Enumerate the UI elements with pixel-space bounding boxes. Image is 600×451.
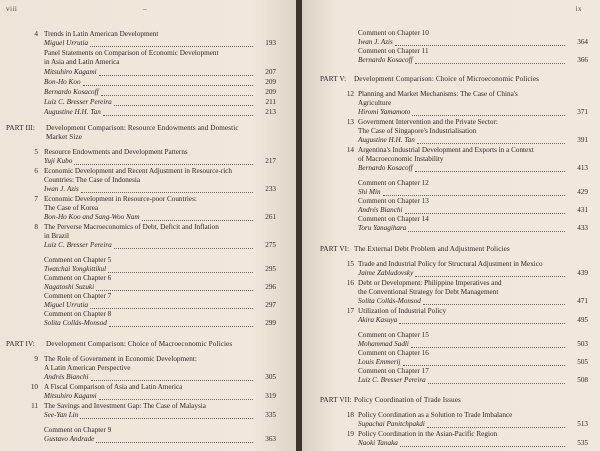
dot-leader: [90, 307, 253, 309]
chapter-number: 14: [346, 146, 354, 154]
dot-leader: [415, 170, 565, 172]
toc-author: Luiz C. Bresser Pereira: [44, 98, 112, 106]
toc-title: Trends in Latin American Development: [44, 30, 159, 38]
chapter-number: 6: [34, 167, 38, 175]
chapter-number: 9: [34, 355, 38, 363]
page-ref: 261: [265, 213, 276, 221]
dot-leader: [411, 346, 565, 348]
dot-leader: [142, 219, 253, 221]
page-ref: 275: [265, 241, 276, 249]
toc-title: Agriculture: [358, 99, 392, 107]
part-title: Development Comparison: Choice of Microeconomic Policies: [354, 75, 540, 83]
toc-title: Economic Development in Resource-poor Countries:: [44, 195, 197, 203]
page-ref: 217: [265, 157, 276, 165]
dot-leader: [412, 114, 565, 116]
page-number: viii: [6, 5, 18, 13]
toc-title: Comment on Chapter 15: [358, 331, 429, 339]
dot-leader: [400, 445, 565, 447]
page-ref: 213: [265, 108, 276, 116]
toc-title: A Fiscal Comparison of Asia and Latin America: [44, 383, 183, 391]
toc-title: Resource Endowments and Development Patterns: [44, 148, 188, 156]
left-page: [0, 0, 296, 451]
toc-title: Trade and Industrial Policy for Structural Adjustment in Mexico: [358, 260, 543, 268]
toc-author: Luiz C. Bresser Pereira: [44, 241, 112, 249]
page-ref: 366: [577, 56, 588, 64]
part-title: Development Comparison: Resource Endowments and Domestic: [46, 124, 239, 132]
chapter-number: 13: [346, 118, 354, 126]
part-title: Market Size: [46, 133, 83, 141]
toc-author: Iwan J. Azis: [44, 185, 79, 193]
chapter-number: 19: [346, 430, 354, 438]
toc-title: Policy Coordination as a Solution to Trade Imbalance: [358, 411, 513, 419]
page-ref: 207: [265, 68, 276, 76]
toc-author: Shi Min: [358, 188, 381, 196]
dot-leader: [80, 417, 253, 419]
toc-title: in Brazil: [44, 232, 69, 240]
toc-author: Miguel Urrutia: [44, 39, 89, 47]
dot-leader: [415, 275, 565, 277]
toc-author: Louis Emmerij: [358, 358, 401, 366]
dot-leader: [74, 163, 253, 165]
dot-leader: [395, 44, 565, 46]
dot-leader: [427, 426, 565, 428]
toc-author: Augustine H.H. Tan: [44, 108, 101, 116]
part-title: The External Debt Problem and Adjustment Policies: [354, 245, 510, 253]
toc-title: Comment on Chapter 9: [44, 426, 112, 434]
chapter-number: 8: [34, 223, 38, 231]
toc-author: Solita Collás-Monsod: [44, 319, 107, 327]
part-label: PART VI:: [320, 245, 350, 253]
page-ref: 391: [577, 136, 588, 144]
dot-leader: [101, 94, 253, 96]
chapter-number: 18: [346, 411, 354, 419]
page-ref: 193: [265, 39, 276, 47]
toc-title: Countries: The Case of Indonesia: [44, 176, 141, 184]
part-title: Policy Coordination of Trade Issues: [354, 396, 461, 404]
page-number: ix: [575, 5, 582, 13]
toc-author: Luiz C. Bresser Pereira: [358, 376, 426, 384]
page-ref: 305: [265, 373, 276, 381]
toc-title: The Perverse Macroeconomics of Debt, Deficit and Inflation: [44, 223, 219, 231]
page-ref: 513: [577, 420, 588, 428]
page-ref: 364: [577, 38, 588, 46]
dot-leader: [96, 441, 253, 443]
toc-author: Mitsuhiro Kagami: [44, 68, 97, 76]
dot-leader: [114, 104, 253, 106]
page-ref: 209: [265, 78, 276, 86]
toc-title: The Role of Government in Economic Development:: [44, 355, 197, 363]
chapter-number: 5: [34, 148, 38, 156]
dot-leader: [428, 382, 565, 384]
dot-leader: [81, 191, 253, 193]
toc-author: Naoki Tanaka: [358, 439, 398, 447]
page-ref: 508: [577, 376, 588, 384]
page-ref: 297: [265, 301, 276, 309]
toc-author: Twatchai Yongkittikul: [44, 265, 107, 273]
chapter-number: 17: [346, 307, 354, 315]
page-ref: 371: [577, 108, 588, 116]
toc-title: Comment on Chapter 5: [44, 256, 112, 264]
toc-author: Bon-Ho Koo and Sang-Woo Nam: [44, 213, 140, 221]
toc-title: A Latin American Perspective: [44, 364, 131, 372]
page-ref: 503: [577, 340, 588, 348]
toc-author: Akira Kasuya: [358, 316, 398, 324]
chapter-number: 4: [34, 30, 38, 38]
toc-author: Toru Yanagihara: [358, 224, 407, 232]
toc-author: Bernardo Kosacoff: [44, 88, 99, 96]
toc-title: Comment on Chapter 11: [358, 47, 429, 55]
dot-leader: [103, 114, 253, 116]
dot-leader: [96, 289, 253, 291]
page-ref: 295: [265, 265, 276, 273]
dot-leader: [423, 303, 565, 305]
dot-leader: [403, 364, 565, 366]
chapter-number: 12: [346, 90, 354, 98]
page-ref: 413: [577, 164, 588, 172]
toc-title: Comment on Chapter 12: [358, 179, 429, 187]
page-ref: 211: [265, 98, 276, 106]
toc-author: Andrés Bianchi: [44, 373, 89, 381]
chapter-number: 10: [30, 383, 38, 391]
page-ref: 535: [577, 439, 588, 447]
toc-author: Solita Collás-Monsod: [358, 297, 421, 305]
toc-title: Comment on Chapter 8: [44, 310, 112, 318]
toc-title: of Macroeconomic Instability: [358, 155, 444, 163]
dot-leader: [90, 45, 253, 47]
right-page: [302, 0, 600, 451]
chapter-number: 16: [346, 279, 354, 287]
toc-title: Panel Statements on Comparison of Economic Development: [44, 49, 219, 57]
chapter-number: 7: [34, 195, 38, 203]
page-ref: 363: [265, 435, 276, 443]
toc-title: Economic Development and Recent Adjustment in Resource-rich: [44, 167, 233, 175]
toc-title: Comment on Chapter 16: [358, 349, 429, 357]
toc-author: Bon-Ho Koo: [44, 78, 81, 86]
toc-author: Mitsuhiro Kagami: [44, 392, 97, 400]
dot-leader: [417, 142, 565, 144]
header-mark: –: [143, 5, 147, 13]
toc-author: Nagatoshi Suzuki: [44, 283, 95, 291]
toc-title: Policy Coordination in the Asian-Pacific Region: [358, 430, 498, 438]
toc-title: Planning and Market Mechanisms: The Case of China's: [358, 90, 518, 98]
dot-leader: [405, 212, 565, 214]
part-label: PART III:: [6, 124, 36, 132]
page-ref: 495: [577, 316, 588, 324]
dot-leader: [114, 247, 253, 249]
toc-title: Comment on Chapter 17: [358, 367, 429, 375]
dot-leader: [99, 398, 253, 400]
toc-author: Mohammad Sadli: [358, 340, 409, 348]
toc-author: Bernardo Kosacoff: [358, 164, 413, 172]
toc-title: Utilization of Industrial Policy: [358, 307, 447, 315]
toc-author: Andrés Bianchi: [358, 206, 403, 214]
toc-title: Argentina's Industrial Development and Exports in a Context: [358, 146, 534, 154]
toc-author: Augustine H.H. Tan: [358, 136, 415, 144]
dot-leader: [415, 62, 565, 64]
page-ref: 335: [265, 411, 276, 419]
page-ref: 319: [265, 392, 276, 400]
toc-author: Gustavo Andrade: [44, 435, 95, 443]
page-ref: 429: [577, 188, 588, 196]
page-ref: 439: [577, 269, 588, 277]
toc-author: Jaime Zabludovsky: [358, 269, 414, 277]
toc-title: The Case of Korea: [44, 204, 99, 212]
page-ref: 433: [577, 224, 588, 232]
dot-leader: [83, 84, 253, 86]
toc-title: The Case of Singapore's Industrialisation: [358, 127, 477, 135]
chapter-number: 15: [346, 260, 354, 268]
part-title: Development Comparison: Choice of Macroeconomic Policies: [46, 340, 233, 348]
toc-title: The Savings and Investment Gap: The Case of Malaysia: [44, 402, 206, 410]
part-label: PART V:: [320, 75, 347, 83]
dot-leader: [108, 271, 253, 273]
page-ref: 296: [265, 283, 276, 291]
dot-leader: [383, 194, 565, 196]
page-ref: 505: [577, 358, 588, 366]
toc-author: Yuji Kubo: [44, 157, 73, 165]
toc-author: Supachai Panitchpakdi: [358, 420, 425, 428]
page-ref: 299: [265, 319, 276, 327]
page-ref: 431: [577, 206, 588, 214]
toc-author: See-Yan Lin: [44, 411, 79, 419]
dot-leader: [99, 74, 253, 76]
toc-title: Comment on Chapter 14: [358, 215, 429, 223]
dot-leader: [408, 230, 565, 232]
toc-title: Comment on Chapter 13: [358, 197, 429, 205]
chapter-number: 11: [31, 402, 38, 410]
toc-title: Debt or Development: Philippine Imperatives and: [358, 279, 502, 287]
toc-title: Comment on Chapter 7: [44, 292, 112, 300]
part-label: PART IV:: [6, 340, 35, 348]
dot-leader: [109, 325, 253, 327]
toc-author: Iwan J. Azis: [358, 38, 393, 46]
toc-title: Comment on Chapter 10: [358, 29, 429, 37]
part-label: PART VII:: [320, 396, 352, 404]
page-ref: 233: [265, 185, 276, 193]
page-ref: 471: [577, 297, 588, 305]
toc-author: Miguel Urrutia: [44, 301, 89, 309]
toc-title: the Conventional Strategy for Debt Management: [358, 288, 499, 296]
toc-author: Hiromi Yamamoto: [358, 108, 411, 116]
page-ref: 209: [265, 88, 276, 96]
dot-leader: [399, 322, 565, 324]
dot-leader: [91, 379, 253, 381]
toc-author: Bernardo Kosacoff: [358, 56, 413, 64]
toc-title: in Asia and Latin America: [44, 58, 120, 66]
toc-title: Government Intervention and the Private Sector:: [358, 118, 498, 126]
toc-title: Comment on Chapter 6: [44, 274, 112, 282]
